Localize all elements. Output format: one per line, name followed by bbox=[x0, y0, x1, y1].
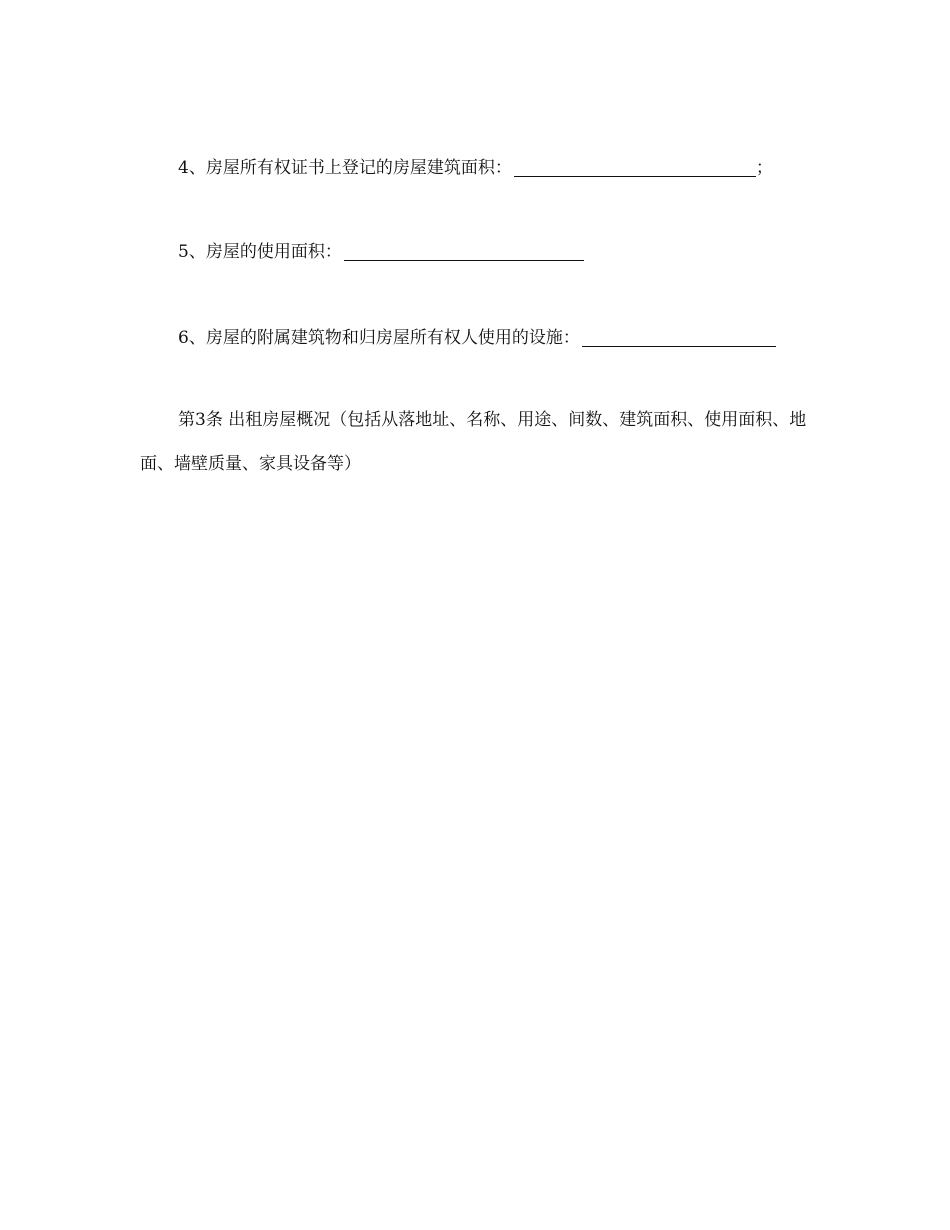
item-5-line bbox=[140, 230, 820, 274]
item-4-label: 4、房屋所有权证书上登记的房屋建筑面积： bbox=[178, 158, 512, 178]
item-6-line bbox=[140, 316, 820, 360]
item-4-suffix: ； bbox=[755, 158, 773, 178]
item-6-blank[interactable] bbox=[582, 326, 776, 347]
article-3-paragraph: 第3条 出租房屋概况（包括从落地址、名称、用途、间数、建筑面积、使用面积、地面、墙壁质量、家具设备等） bbox=[140, 410, 807, 474]
item-5-label: 5、房屋的使用面积： bbox=[178, 242, 342, 262]
item-6-label: 6、房屋的附属建筑物和归房屋所有权人使用的设施： bbox=[178, 328, 580, 348]
item-4-line bbox=[140, 146, 820, 190]
item-5-blank[interactable] bbox=[344, 240, 584, 261]
item-4-blank[interactable] bbox=[514, 156, 756, 177]
